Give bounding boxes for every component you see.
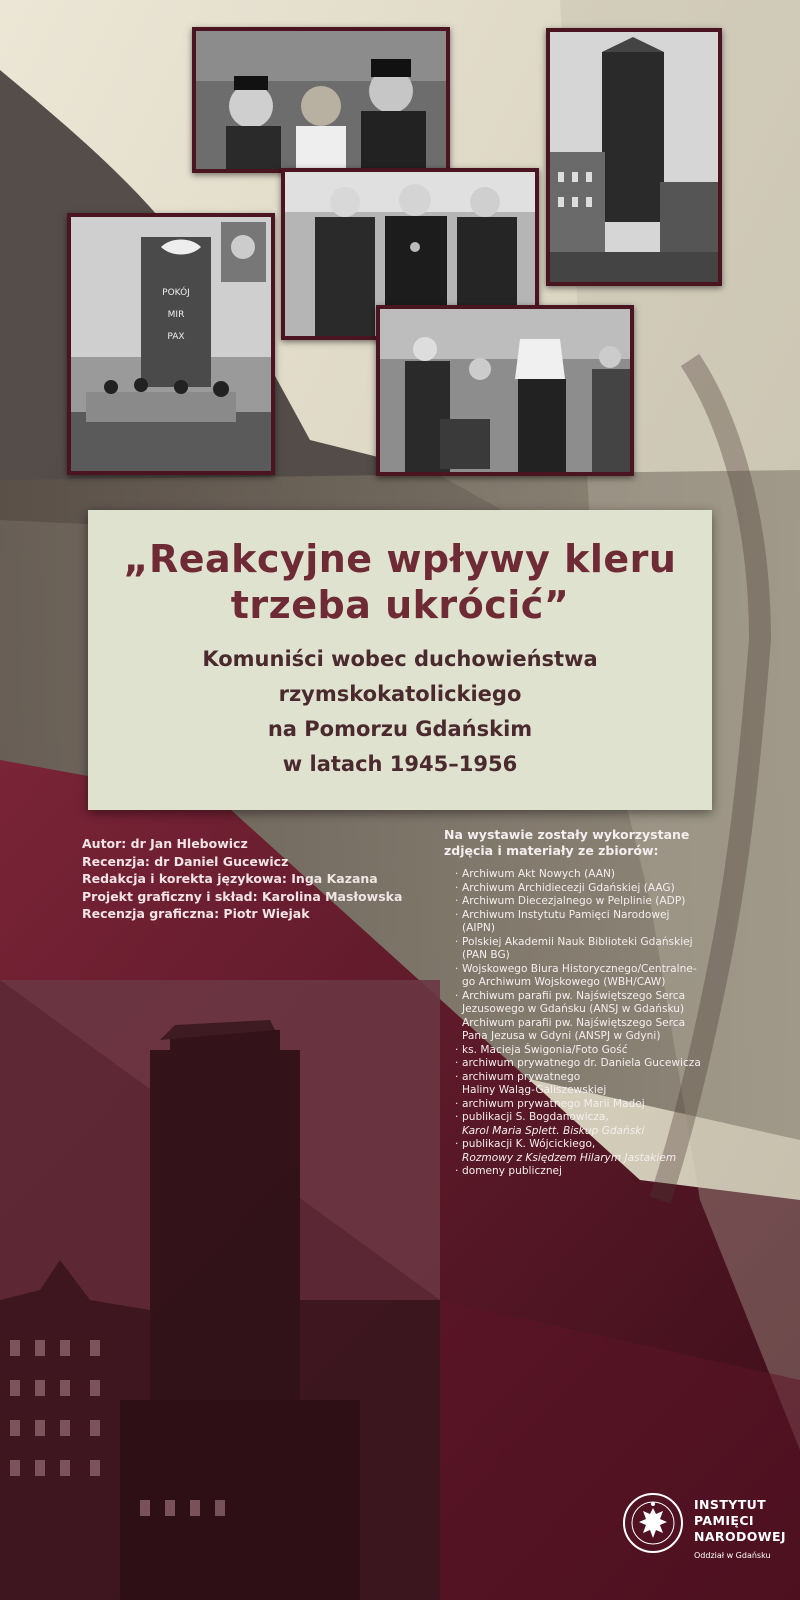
- source-line: Archiwum Diecezjalnego w Pelplinie (ADP): [462, 895, 686, 907]
- exhibition-title: [98, 536, 702, 628]
- source-item: [455, 881, 732, 896]
- source-line: domeny publicznej: [462, 1165, 563, 1177]
- title-panel: [88, 510, 712, 810]
- source-item: [455, 1138, 732, 1165]
- banner-text-line2: MIR: [167, 310, 185, 320]
- source-item: [455, 962, 732, 990]
- source-line: archiwum prywatnego dr. Daniela Gucewicza: [462, 1057, 701, 1069]
- subtitle-line-1: Komuniści wobec duchowieństwa: [202, 647, 598, 671]
- source-item: [455, 1097, 732, 1112]
- source-item: [455, 1057, 732, 1071]
- banner-text-line1: POKÓJ: [162, 288, 190, 298]
- bullet-icon: ·: [455, 868, 459, 880]
- credit-review: Recenzja: dr Daniel Gucewicz: [82, 853, 289, 869]
- bullet-icon: ·: [455, 1070, 459, 1083]
- source-item: [455, 868, 732, 882]
- source-line: (AIPN): [462, 922, 495, 934]
- source-item: [455, 1165, 732, 1179]
- source-line: Archiwum parafii pw. Najświętszego Serca: [462, 1016, 686, 1029]
- bullet-icon: ·: [455, 908, 459, 921]
- source-line: ks. Macieja Świgonia/Foto Gość: [462, 1043, 628, 1056]
- bullet-icon: ·: [455, 1057, 459, 1069]
- ipn-eagle-seal-icon: [622, 1492, 684, 1554]
- photo-bishops-crowd: [192, 27, 450, 173]
- subtitle-line-4: w latach 1945–1956: [282, 752, 518, 776]
- source-line: go Archiwum Wojskowego (WBH/CAW): [462, 976, 666, 988]
- title-line-2: trzeba ukrócić”: [230, 583, 570, 627]
- institution-branch: Oddział w Gdańsku: [694, 1551, 771, 1560]
- source-line: (PAN BG): [462, 949, 510, 961]
- bullet-icon: ·: [455, 1138, 459, 1150]
- source-line: publikacji K. Wójcickiego,: [462, 1138, 596, 1150]
- source-line: Haliny Waląg-Galiszewskiej: [462, 1084, 607, 1096]
- credits-block: [82, 835, 402, 923]
- bullet-icon: ·: [455, 1097, 459, 1110]
- institution-line-1: INSTYTUT: [694, 1497, 767, 1512]
- sources-heading: Na wystawie zostały wykorzystane zdjęcia i materiały ze zbiorów:: [444, 827, 690, 858]
- institution-line-2: PAMIĘCI: [694, 1513, 754, 1528]
- source-line: archiwum prywatnego Marii Madej: [462, 1097, 645, 1110]
- source-publication-title: Rozmowy z Księdzem Hilarym Jastakiem: [462, 1151, 677, 1164]
- source-item: [455, 895, 732, 909]
- source-line: Wojskowego Biura Historycznego/Centralne-: [462, 962, 697, 975]
- source-line: Jezusowego w Gdańsku (ANSJ w Gdańsku): [462, 1003, 685, 1015]
- source-item: [455, 908, 732, 936]
- source-line: Archiwum Archidiecezji Gdańskiej (AAG): [462, 881, 675, 894]
- bullet-icon: ·: [455, 1043, 459, 1056]
- source-item: [455, 935, 732, 963]
- source-item: [455, 1043, 732, 1058]
- subtitle-line-2: rzymskokatolickiego: [278, 682, 522, 706]
- subtitle-line-3: na Pomorzu Gdańskim: [267, 717, 533, 741]
- institution-name: [694, 1497, 786, 1564]
- bullet-icon: ·: [455, 989, 459, 1002]
- source-line: archiwum prywatnego: [462, 1070, 581, 1083]
- exhibition-subtitle: [108, 642, 692, 782]
- source-line: Archiwum parafii pw. Najświętszego Serca: [462, 989, 686, 1002]
- credit-design: Projekt graficzny i skład: Karolina Masłowska: [82, 888, 403, 904]
- credit-graphic-review: Recenzja graficzna: Piotr Wiejak: [82, 906, 310, 921]
- title-line-1: „Reakcyjne wpływy kleru: [123, 537, 677, 581]
- source-line: Polskiej Akademii Nauk Biblioteki Gdańskiej: [462, 935, 693, 948]
- bullet-icon: ·: [455, 895, 459, 907]
- bullet-icon: ·: [455, 962, 459, 975]
- photo-nuns-soup-kitchen: [376, 305, 634, 476]
- bullet-icon: ·: [455, 935, 459, 948]
- banner-text-line3: PAX: [167, 332, 185, 342]
- credit-author: Autor: dr Jan Hlebowicz: [82, 836, 248, 851]
- institution-line-3: NARODOWEJ: [694, 1529, 786, 1544]
- bullet-icon: ·: [455, 1111, 459, 1123]
- source-line: Archiwum Akt Nowych (AAN): [462, 868, 616, 880]
- source-item: [455, 989, 732, 1044]
- credit-editing: Redakcja i korekta językowa: Inga Kazana: [82, 871, 378, 886]
- source-line: publikacji S. Bogdanowicza,: [462, 1111, 609, 1123]
- photo-church-tower: [546, 28, 722, 286]
- source-publication-title: Karol Maria Splett. Biskup Gdański: [462, 1124, 645, 1137]
- source-line: Archiwum Instytutu Pamięci Narodowej: [462, 908, 670, 921]
- bullet-icon: ·: [455, 1165, 459, 1177]
- source-line: Pana Jezusa w Gdyni (ANSPJ w Gdyni): [462, 1030, 661, 1042]
- photo-meeting-hall: [67, 213, 275, 475]
- bullet-icon: ·: [455, 881, 459, 894]
- source-item: [455, 1111, 732, 1138]
- sources-list: [455, 868, 732, 1179]
- source-item: [455, 1070, 732, 1098]
